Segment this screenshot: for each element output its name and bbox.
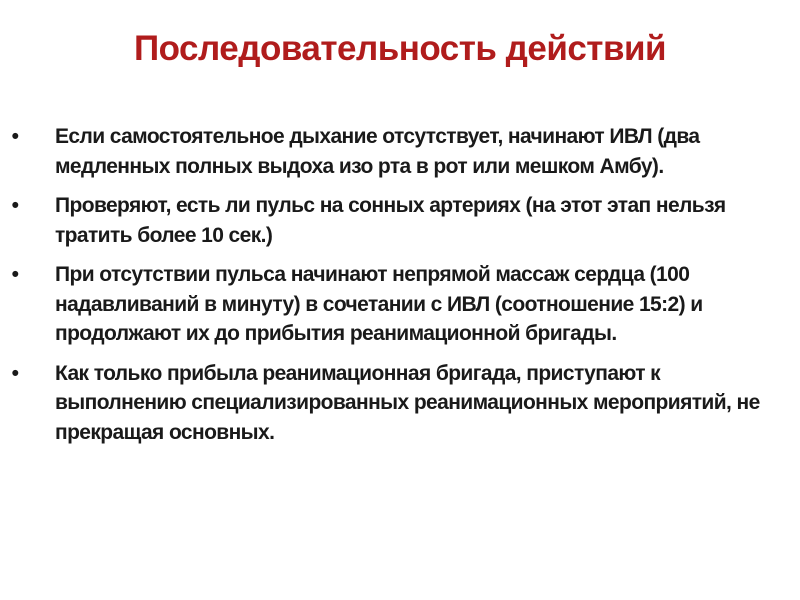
bullet-dot-icon: • <box>11 263 19 286</box>
bullet-text: Если самостоятельное дыхание отсутствует, начинают ИВЛ (два медленных полных выдоха изо рта в рот или мешком Амбу). <box>55 125 700 178</box>
bullet-text: Как только прибыла реанимационная бригада, приступают к выполнению специализированных реанимационных мероприятий, не прекращая основных. <box>55 361 760 444</box>
slide-title: Последовательность действий <box>133 29 666 68</box>
bullet-item-1 <box>0 122 800 181</box>
bullet-item-4 <box>0 359 800 448</box>
bullet-list <box>0 122 800 457</box>
bullet-text: При отсутствии пульса начинают непрямой массаж сердца (100 надавливаний в минуту) в сочетании с ИВЛ (соотношение 15:2) и продолжают их до прибытия реанимационной бригады. <box>55 263 703 345</box>
bullet-item-3 <box>0 260 800 349</box>
bullet-text: Проверяют, есть ли пульс на сонных артериях (на этот этап нельзя тратить более 10 сек.) <box>55 194 726 247</box>
bullet-dot-icon: • <box>11 125 19 148</box>
bullet-dot-icon: • <box>11 194 19 217</box>
bullet-item-2 <box>0 191 800 250</box>
bullet-dot-icon: • <box>11 361 19 385</box>
